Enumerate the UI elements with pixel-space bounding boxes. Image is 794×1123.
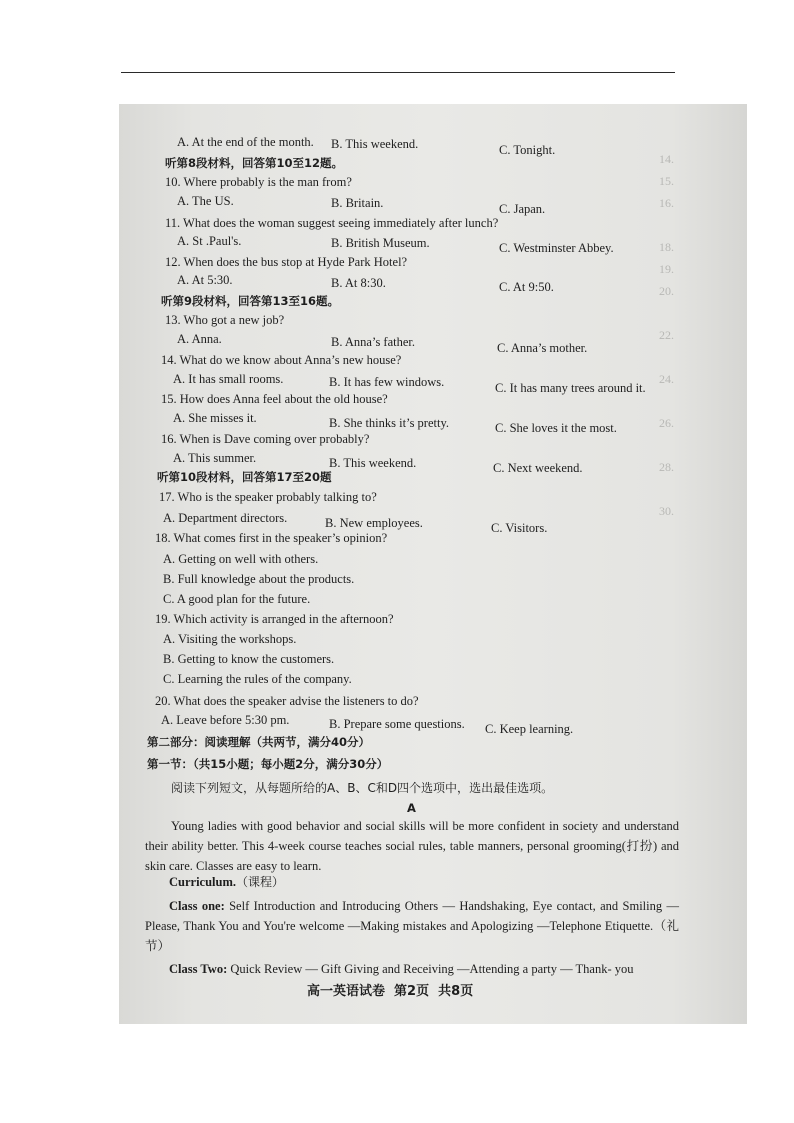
- q14-option-c: C. It has many trees around it.: [495, 381, 646, 395]
- q14-option-b: B. It has few windows.: [329, 375, 445, 389]
- q11-stem: 11. What does the woman suggest seeing immediately after lunch?: [165, 216, 499, 230]
- q13-option-c: C. Anna’s mother.: [497, 341, 588, 355]
- q17-option-c: C. Visitors.: [491, 521, 548, 535]
- q20-option-a: A. Leave before 5:30 pm.: [161, 713, 290, 727]
- q10-option-b: B. Britain.: [331, 196, 384, 210]
- q10-stem: 10. Where probably is the man from?: [165, 175, 352, 189]
- q9-option-c: C. Tonight.: [499, 143, 556, 157]
- q15-option-c: C. She loves it the most.: [495, 421, 617, 435]
- q15-option-b: B. She thinks it’s pretty.: [329, 416, 450, 430]
- q20-option-b: B. Prepare some questions.: [329, 717, 465, 731]
- class-one-label: Class one:: [169, 899, 225, 913]
- q15-option-a: A. She misses it.: [173, 411, 257, 425]
- q16-option-a: A. This summer.: [173, 451, 257, 465]
- scanned-page-photo: 14. 15. 16. 18. 19. 20. 22. 24. 26. 28. 30. A. At the end of the month. B. This weekend. C. Tonight. 听第8段材料，回答第10至12题。 10. Where probably is the man from? A. The US. B. Britain. C. Japan. 11. What does the woman suggest seeing immediately after lunch? A. St .Paul's. B. British Museum. C. Westminster Abbey. 12. When does the bus stop at Hyde Park Hotel? A. At 5:30. B. At 8:30. C. At 9:50. 听第9段材料，回答第13至16题。 13. Who got a new job? A. Anna. B. Anna’s father. C. Anna’s mother. 14. What do we know about Anna’s new house? A. It has small rooms. B. It has few windows. C. It has many trees around it. 15. How does Anna feel about the old house? A. She misses it. B. She thinks it’s pretty. C. She loves it the most. 16. When is Dave coming over probably? A. This summer. B. This weekend. C. Next weekend. 听第10段材料，回答第17至20题 17. Who is the speaker probably talking to? A. Department directors. B. New employees. C. Visitors. 18. What comes first in the speaker’s opinion? A. Getting on well with others. B. Full knowledge about the products. C. A good plan for the future. 19. Which activity is arranged in the afternoon? A. Visiting the workshops. B. Getting to know the customers. C. Learning the rules of the company. 20. What does the speaker advise the listeners to do? A. Leave before 5:30 pm. B. Prepare some questions. C. Keep learning. 第二部分：阅读理解（共两节，满分40分） 第一节：（共15小题；每小题2分，满分30分） 阅读下列短文，从每题所给的A、B、C和D四个选项中，选出最佳选项。 A Young ladies with good behavior and social skills will be more confident in society and understand their ability better. This 4-week course teaches social rules, table manners, personal grooming(打扮) and skin care. Classes are easy to learn. Curriculum.（课程） Class one: Self Introduction and Introducing Others — Handshaking, Eye contact, and Smiling — Please, Thank You and You're welcome —Making mistakes and Apologizing —Telephone Etiquette.（礼节） Class Two: Quick Review — Gift Giving and Receiving —Attending a party — Thank- you 高一英语试卷 第2页 共8页: [119, 104, 747, 1024]
- q17-option-a: A. Department directors.: [163, 511, 288, 525]
- q17-stem: 17. Who is the speaker probably talking to?: [159, 490, 377, 504]
- q9-option-a: A. At the end of the month.: [177, 135, 314, 149]
- exam-content: [119, 104, 747, 1024]
- curriculum-note: （课程）: [236, 875, 285, 889]
- q15-stem: 15. How does Anna feel about the old house?: [161, 392, 388, 406]
- listening-section-header: 听第9段材料，回答第13至16题。: [161, 294, 340, 308]
- class-two-paragraph: [145, 959, 679, 979]
- q12-option-b: B. At 8:30.: [331, 276, 386, 290]
- part-two-title: 第二部分：阅读理解（共两节，满分40分）: [147, 735, 371, 749]
- class-two-label: Class Two:: [169, 962, 228, 976]
- reading-instructions: 阅读下列短文，从每题所给的A、B、C和D四个选项中，选出最佳选项。: [171, 781, 554, 795]
- q18-option-c: C. A good plan for the future.: [163, 592, 311, 606]
- q18-stem: 18. What comes first in the speaker’s opinion?: [155, 531, 388, 545]
- q18-option-a: A. Getting on well with others.: [163, 552, 319, 566]
- q14-stem: 14. What do we know about Anna’s new house?: [161, 353, 402, 367]
- q12-option-a: A. At 5:30.: [177, 273, 233, 287]
- q16-option-c: C. Next weekend.: [493, 461, 583, 475]
- q19-option-b: B. Getting to know the customers.: [163, 652, 335, 666]
- q11-option-b: B. British Museum.: [331, 236, 430, 250]
- listening-section-header: 听第10段材料，回答第17至20题: [157, 470, 332, 484]
- passage-paragraph: Young ladies with good behavior and social skills will be more confident in society and understand their ability better. This 4-week course teaches social rules, table manners, personal grooming(打扮) and skin care. Classes are easy to learn.: [145, 819, 679, 873]
- q20-option-c: C. Keep learning.: [485, 722, 574, 736]
- q10-option-c: C. Japan.: [499, 202, 546, 216]
- q13-option-a: A. Anna.: [177, 332, 222, 346]
- q19-option-a: A. Visiting the workshops.: [163, 632, 297, 646]
- class-one-paragraph: [145, 896, 679, 956]
- q12-stem: 12. When does the bus stop at Hyde Park Hotel?: [165, 255, 408, 269]
- listening-section-header: 听第8段材料，回答第10至12题。: [165, 156, 344, 170]
- q17-option-b: B. New employees.: [325, 516, 423, 530]
- section-one-title: 第一节：（共15小题；每小题2分，满分30分）: [147, 757, 389, 771]
- q19-stem: 19. Which activity is arranged in the afternoon?: [155, 612, 394, 626]
- q11-option-c: C. Westminster Abbey.: [499, 241, 614, 255]
- q20-stem: 20. What does the speaker advise the listeners to do?: [155, 694, 419, 708]
- q18-option-b: B. Full knowledge about the products.: [163, 572, 355, 586]
- q13-stem: 13. Who got a new job?: [165, 313, 285, 327]
- passage-letter: A: [407, 801, 416, 815]
- q10-option-a: A. The US.: [177, 194, 234, 208]
- q13-option-b: B. Anna’s father.: [331, 335, 416, 349]
- q16-option-b: B. This weekend.: [329, 456, 417, 470]
- q19-option-c: C. Learning the rules of the company.: [163, 672, 352, 686]
- curriculum-label: Curriculum.: [169, 875, 237, 889]
- q9-option-b: B. This weekend.: [331, 137, 419, 151]
- header-rule: [121, 72, 675, 73]
- class-two-text: Quick Review — Gift Giving and Receiving —Attending a party — Thank- you: [227, 962, 634, 976]
- curriculum-heading: [169, 874, 284, 890]
- class-one-text: Self Introduction and Introducing Others — Handshaking, Eye contact, and Smiling — Please, Thank You and You're welcome —Making mistakes and Apologizing —Telephone Etiquette.（礼节）: [145, 899, 679, 953]
- q11-option-a: A. St .Paul's.: [177, 234, 242, 248]
- q16-stem: 16. When is Dave coming over probably?: [161, 432, 370, 446]
- page-footer: 高一英语试卷 第2页 共8页: [307, 984, 474, 999]
- q12-option-c: C. At 9:50.: [499, 280, 554, 294]
- q14-option-a: A. It has small rooms.: [173, 372, 284, 386]
